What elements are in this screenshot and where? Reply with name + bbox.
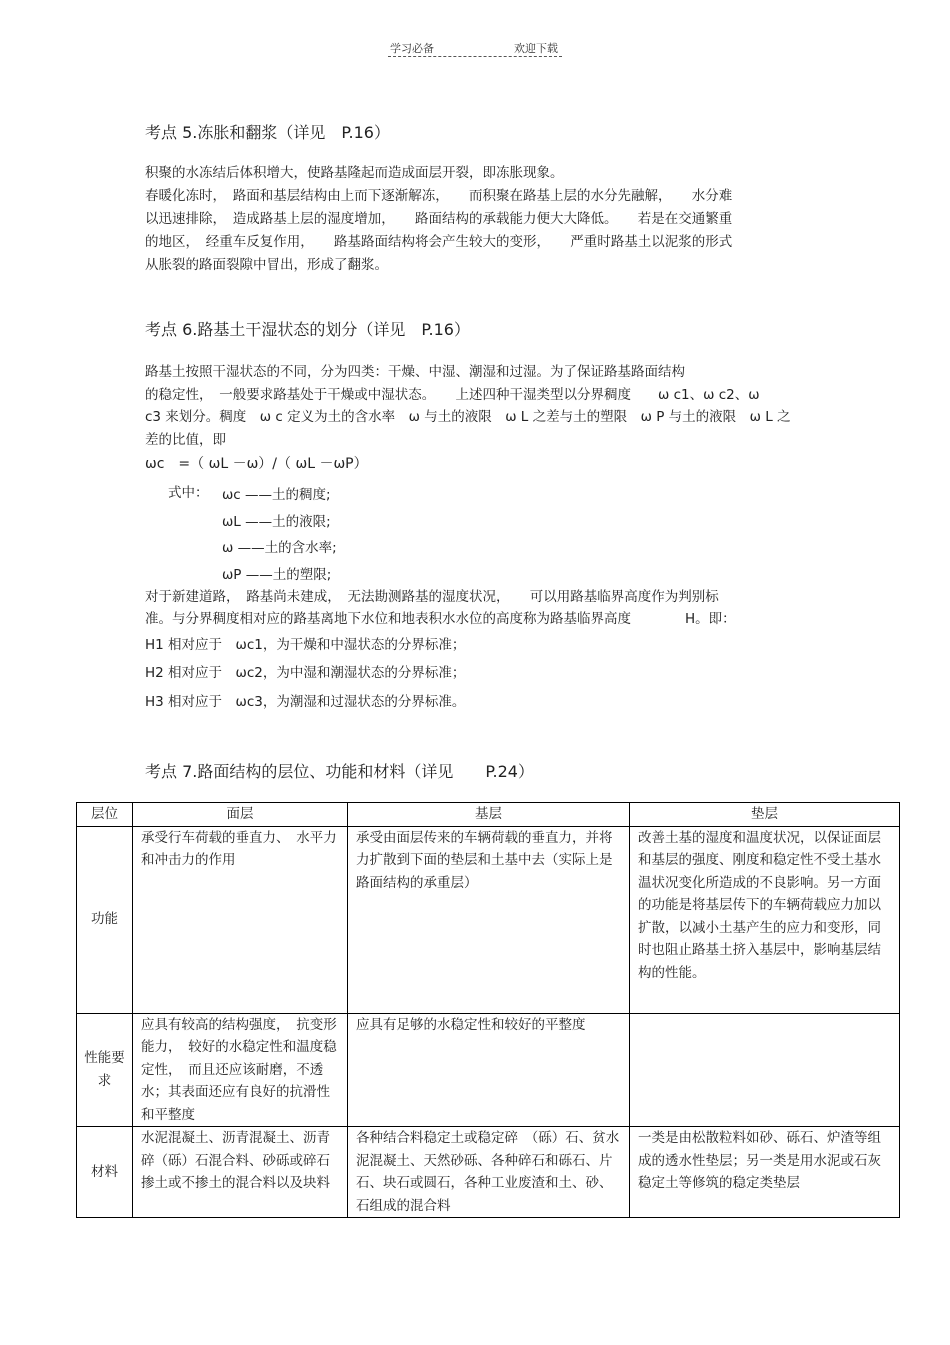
table-cell: 应具有足够的水稳定性和较好的平整度 <box>348 1013 630 1127</box>
row-label: 性能要求 <box>77 1013 133 1127</box>
table-header: 垫层 <box>630 803 900 827</box>
table-cell <box>630 1013 900 1127</box>
page-header <box>388 40 562 57</box>
section5-title: 考点 5.冻胀和翻浆（详见 P.16） <box>145 123 390 142</box>
table-header-row <box>77 803 900 827</box>
def-moisture: ω ——土的含水率; <box>222 540 337 556</box>
table-row <box>77 826 900 1013</box>
def-liquid-limit: ωL ——土的液限; <box>222 514 331 530</box>
h3-line: H3 相对应于 ωc3，为潮湿和过湿状态的分界标准。 <box>145 694 466 710</box>
pavement-layer-table <box>76 802 900 1218</box>
table-cell: 改善土基的湿度和温度状况，以保证面层和基层的强度、刚度和稳定性不受土基水温状况变化所造成的不良影响。另一方面的功能是将基层传下的车辆荷载应力加以扩散，以减小土基产生的应力和变形，同时也阻止路基土挤入基层中，影响基层结构的性能。 <box>630 826 900 1013</box>
section5-line-2: 春暖化冻时， 路面和基层结构由上而下逐渐解冻， 而积聚在路基上层的水分先融解， 水分难 <box>145 188 733 204</box>
section5-line-4: 的地区， 经重车反复作用， 路基路面结构将会产生较大的变形， 严重时路基土以泥浆的形式 <box>145 234 733 250</box>
table-header: 基层 <box>348 803 630 827</box>
section7-title: 考点 7.路面结构的层位、功能和材料（详见 P.24） <box>145 762 534 781</box>
def-consistency: ωc ——土的稠度; <box>222 487 331 503</box>
def-plastic-limit: ωP ——土的塑限; <box>222 567 332 583</box>
consistency-formula: ωc =（ ωL －ω）/（ ωL －ωP） <box>145 456 368 472</box>
table-cell: 承受行车荷载的垂直力、 水平力和冲击力的作用 <box>133 826 348 1013</box>
section6-line-4: 差的比值，即 <box>145 432 226 448</box>
table-row <box>77 1127 900 1218</box>
table-cell: 应具有较高的结构强度， 抗变形能力， 较好的水稳定性和温度稳定性， 而且还应该耐磨，不透水；其表面还应有良好的抗滑性和平整度 <box>133 1013 348 1127</box>
table-cell: 各种结合料稳定土或稳定碎 （砾）石、贫水泥混凝土、天然砂砾、各种碎石和砾石、片石、块石或圆石，各种工业废渣和土、砂、石组成的混合料 <box>348 1127 630 1218</box>
table-cell: 承受由面层传来的车辆荷载的垂直力，并将力扩散到下面的垫层和土基中去（实际上是路面结构的承重层） <box>348 826 630 1013</box>
table-row <box>77 1013 900 1127</box>
table-cell: 水泥混凝土、沥青混凝土、沥青碎（砾）石混合料、砂砾或碎石掺土或不掺土的混合料以及块料 <box>133 1127 348 1218</box>
section5-line-3: 以迅速排除， 造成路基上层的湿度增加， 路面结构的承载能力便大大降低。 若是在交通繁重 <box>145 211 733 227</box>
section6-line-3: c3 来划分。稠度 ω c 定义为土的含水率 ω 与土的液限 ω L 之差与土的塑限 ω P 与土的液限 ω L 之 <box>145 409 791 425</box>
section5-line-5: 从胀裂的路面裂隙中冒出，形成了翻浆。 <box>145 257 388 273</box>
section6-line-5: 对于新建道路， 路基尚未建成， 无法勘测路基的湿度状况， 可以用路基临界高度作为判别标 <box>145 589 719 605</box>
table-header: 面层 <box>133 803 348 827</box>
section6-line-2: 的稳定性， 一般要求路基处于干燥或中湿状态。 上述四种干湿类型以分界稠度 ω c1、ω c2、ω <box>145 387 760 403</box>
h1-line: H1 相对应于 ωc1，为干燥和中湿状态的分界标准； <box>145 637 466 653</box>
section5-line-1: 积聚的水冻结后体积增大，使路基隆起而造成面层开裂，即冻胀现象。 <box>145 165 564 181</box>
section6-line-1: 路基土按照干湿状态的不同，分为四类：干燥、中湿、潮湿和过湿。为了保证路基路面结构 <box>145 364 685 380</box>
table-header: 层位 <box>77 803 133 827</box>
h2-line: H2 相对应于 ωc2，为中湿和潮湿状态的分界标准； <box>145 665 466 681</box>
where-label: 式中： <box>168 485 209 501</box>
section6-title: 考点 6.路基土干湿状态的划分（详见 P.16） <box>145 320 470 339</box>
section6-line-6: 准。与分界稠度相对应的路基离地下水位和地表积水水位的高度称为路基临界高度 H。即： <box>145 611 736 627</box>
row-label: 功能 <box>77 826 133 1013</box>
row-label: 材料 <box>77 1127 133 1218</box>
table-cell: 一类是由松散粒料如砂、砾石、炉渣等组成的透水性垫层；另一类是用水泥或石灰稳定土等修筑的稳定类垫层 <box>630 1127 900 1218</box>
header-left-text: 学习必备 <box>390 42 434 55</box>
header-right-text: 欢迎下载 <box>514 42 558 55</box>
